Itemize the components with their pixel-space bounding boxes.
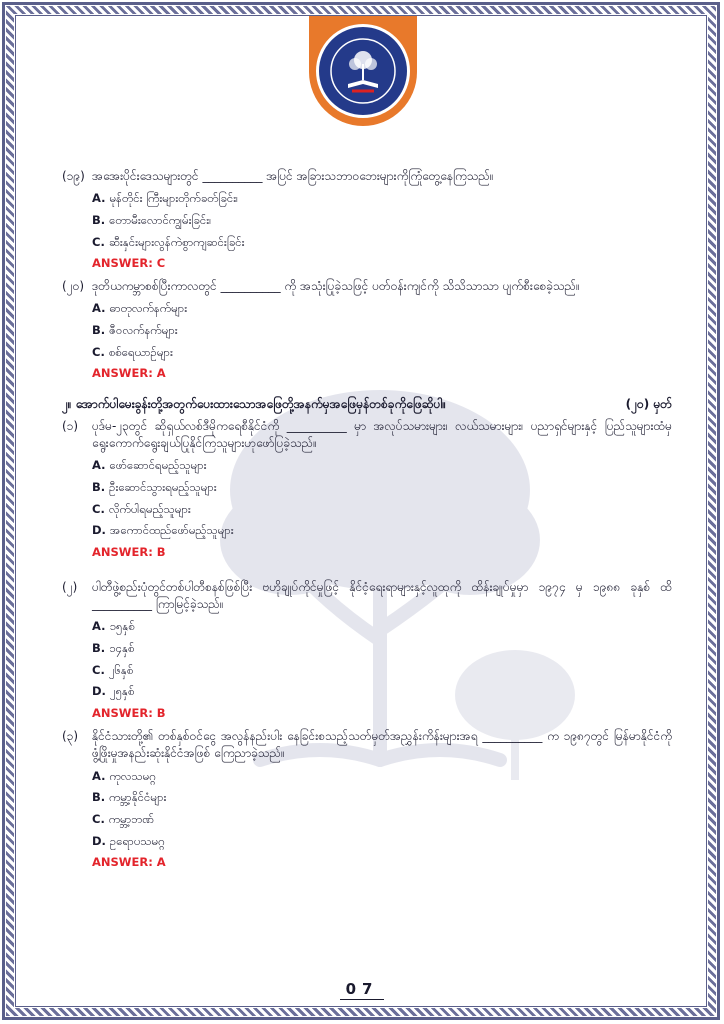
option-a: A. ဖော်ဆောင်ရမည့်သူများ — [92, 458, 207, 473]
question-number: (၁၉) — [62, 169, 85, 183]
answer-label: ANSWER: A — [92, 855, 166, 870]
option-c: C. ၂၆နှစ် — [92, 662, 134, 677]
logo-banner — [309, 16, 417, 126]
exam-content — [62, 168, 672, 877]
question-text: ပုဒ်မ-၂၃တွင် ဆိုရှယ်လစ်ဒီမိုကရေစီနိုင်ငံကို __________ မှာ အလုပ်သမားများ၊ လယ်သမားများ၊ ပညာရှင်များနှင့် ပြည်သူများထံမှ ရွေးကောက်ရွေးချယ်ပြုနိုင်ကြသူများဟုဖော်ပြခဲ့သည်။ — [92, 418, 672, 450]
option-a: A. မုန်တိုင်း ကြီးများတိုက်ခတ်ခြင်း၊ — [92, 191, 238, 206]
question-20 — [62, 278, 672, 382]
section-heading — [62, 396, 672, 413]
question-2-3 — [62, 728, 672, 871]
option-d: D. အကောင်ထည်ဖော်မည့်သူများ — [92, 523, 234, 538]
option-c: C. ကမ္ဘာ့ဘဏ် — [92, 811, 155, 826]
option-a: A. ဓာတုလက်နက်များ — [92, 301, 188, 316]
question-number: (၃) — [62, 728, 79, 743]
question-text: နိုင်ငံသားတို့၏ တစ်နှစ်ဝင်ငွေ အလွန်နည်းပါး နေခြင်းစသည့်သတ်မှတ်အညွှန်းကိန်းများအရ __________ က ၁၉၈၇တွင် မြန်မာနိုင်ငံကို ဖွံ့ဖြိုးမှုအနည်းဆုံးနိုင်ငံအဖြစ် ကြေညာခဲ့သည်။ — [92, 728, 672, 761]
question-number: (၂) — [62, 579, 78, 594]
option-a: A. ကုလသမဂ္ဂ — [92, 768, 156, 783]
option-d: D. ၂၅နှစ် — [92, 684, 135, 699]
answer-label: ANSWER: C — [92, 256, 166, 271]
option-c: C. စစ်ရေယာဉ်များ — [92, 344, 173, 359]
answer-label: ANSWER: B — [92, 706, 166, 721]
option-b: B. ဇီဝလက်နက်များ — [92, 323, 178, 338]
question-text: အအေးပိုင်းဒေသများတွင် __________ အပြင် အခြားသဘာဝဘေးများကိုကြုံတွေ့နေကြသည်။ — [92, 169, 494, 183]
question-19 — [62, 168, 672, 272]
option-c: C. ဆီးနှင်းများလွန်ကဲစွာကျဆင်းခြင်း — [92, 234, 245, 249]
section-title: ၂။ အောက်ပါမေးခွန်းတို့အတွက်ပေးထားသောအဖြေတို့အနက်မှအဖြေမှန်တစ်ခုကိုဖြေဆိုပါ။ — [62, 397, 447, 412]
question-text: ဒုတိယကမ္ဘာစစ်ပြီးကာလတွင် __________ ကို အသုံးပြုခဲ့သဖြင့် ပတ်ဝန်းကျင်ကို သိသိသာသာ ပျက်စီးစေခဲ့သည်။ — [92, 279, 580, 294]
question-2-1 — [62, 418, 672, 561]
question-number: (၁) — [62, 418, 79, 433]
question-2-2 — [62, 579, 672, 722]
option-b: B. ဦးဆောင်သွားရမည့်သူများ — [92, 480, 217, 494]
answer-label: ANSWER: A — [92, 366, 166, 381]
school-logo — [316, 24, 410, 118]
option-a: A. ၁၅နှစ် — [92, 619, 135, 634]
option-b: B. တောမီးလောင်ကျွမ်းခြင်း၊ — [92, 213, 212, 228]
tree-book-icon — [328, 36, 398, 106]
option-d: D. ဥရောပသမဂ္ဂ — [92, 833, 165, 848]
question-text: ပါတီဖွဲ့စည်းပုံတွင်တစ်ပါတီစနစ်ဖြစ်ပြီး ဗဟိုချုပ်ကိုင်မှုဖြင့် နိုင်ငံ့ရေးရာများနှင့်လူထုကို ထိန်းချုပ်မှုမှာ ၁၉၇၄ မှ ၁၉၈၈ ခုနှစ် ထိ __________ ကြာမြင့်ခဲ့သည်။ — [92, 579, 672, 612]
option-c: C. လိုက်ပါရမည့်သူများ — [92, 501, 191, 516]
option-b: B. ကမ္ဘာ့နိုင်ငံများ — [92, 790, 167, 805]
answer-label: ANSWER: B — [92, 545, 166, 560]
question-number: (၂၀) — [62, 279, 85, 294]
page-number: 07 — [332, 980, 392, 998]
option-b: B. ၁၄နှစ် — [92, 641, 135, 656]
section-marks: (၂၀) မှတ် — [625, 397, 672, 412]
